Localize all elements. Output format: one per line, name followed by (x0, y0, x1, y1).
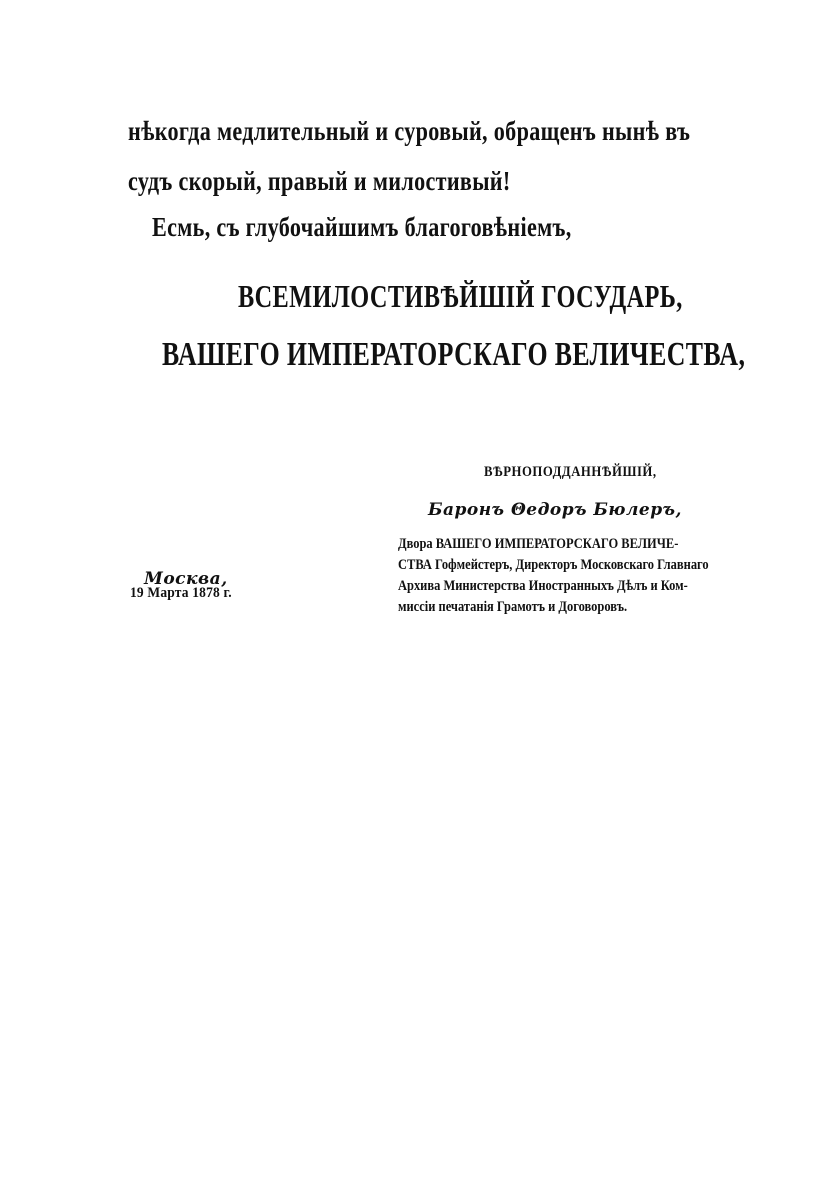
body-line-1: нѣкогда медлительный и суровый, обращенъ нынѣ въ (128, 116, 691, 146)
title-line-3: Архива Министерства Иностранныхъ Дѣлъ и Ком- (398, 578, 688, 594)
title-line-1: Двора ВАШЕГО ИМПЕРАТОРСКАГО ВЕЛИЧЕ- (398, 536, 679, 552)
title-line-4: миссіи печатанія Грамотъ и Договоровъ. (398, 599, 628, 615)
signature: Баронъ Θедоръ Бюлеръ, (428, 500, 682, 520)
signatory-title (398, 534, 758, 618)
place-name: Москва, (144, 569, 228, 589)
body-line-3: Есмь, съ глубочайшимъ благоговѣніемъ, (152, 212, 572, 242)
body-line-2: судъ скорый, правый и милостивый! (128, 166, 511, 196)
date-line: 19 Марта 1878 г. (130, 585, 232, 601)
closing-line: ВѢРНОПОДДАННѢЙШІЙ, (484, 464, 657, 480)
salutation-heading: ВСЕМИЛОСТИВѢЙШІЙ ГОСУДАРЬ, (238, 278, 683, 314)
title-line-2: СТВА Гофмейстеръ, Директоръ Московскаго Главнаго (398, 557, 709, 573)
address-heading: ВАШЕГО ИМПЕРАТОРСКАГО ВЕЛИЧЕСТВА, (162, 336, 746, 373)
